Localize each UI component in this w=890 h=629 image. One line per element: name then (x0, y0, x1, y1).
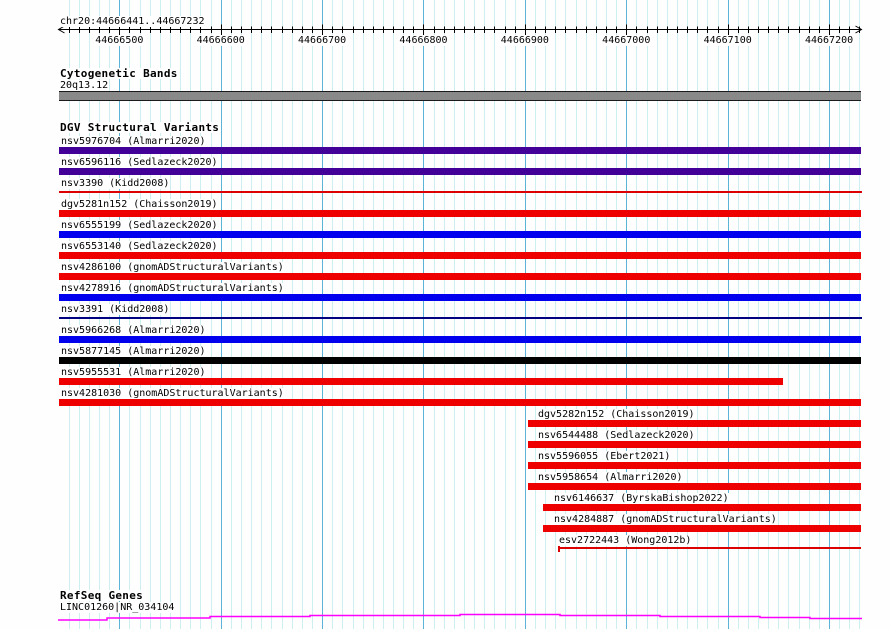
variant-label[interactable]: nsv4284887 (gnomADStructuralVariants) (554, 514, 777, 525)
ruler-tick-label: 44666900 (500, 35, 549, 46)
variant-label[interactable]: nsv5596055 (Ebert2021) (538, 451, 671, 462)
variant-label[interactable]: nsv5877145 (Almarri2020) (61, 346, 206, 357)
cytoband-name-label: 20q13.12 (60, 80, 109, 91)
variant-bar[interactable] (59, 252, 861, 259)
variant-label[interactable]: esv2722443 (Wong2012b) (559, 535, 692, 546)
coordinate-ruler[interactable] (0, 0, 890, 55)
cytobands-track-heading: Cytogenetic Bands (60, 67, 178, 80)
variant-bar[interactable] (59, 399, 861, 406)
variant-bar[interactable] (59, 357, 861, 364)
refseq-track-heading: RefSeq Genes (60, 589, 144, 602)
variant-label[interactable]: nsv6555199 (Sedlazeck2020) (61, 220, 218, 231)
variant-bar[interactable] (59, 168, 861, 175)
variant-bar[interactable] (59, 191, 862, 193)
variant-label[interactable]: nsv5955531 (Almarri2020) (61, 367, 206, 378)
variant-label[interactable]: dgv5281n152 (Chaisson2019) (61, 199, 218, 210)
variant-label[interactable]: nsv6596116 (Sedlazeck2020) (61, 157, 218, 168)
variant-bar[interactable] (59, 210, 861, 217)
variant-bar[interactable] (59, 273, 861, 280)
ruler-tick-label: 44666500 (95, 35, 144, 46)
variant-bar[interactable] (528, 462, 861, 469)
variant-bar[interactable] (528, 420, 861, 427)
variant-label[interactable]: nsv5976704 (Almarri2020) (61, 136, 206, 147)
ruler-tick-label: 44666800 (399, 35, 448, 46)
variant-bar[interactable] (59, 378, 783, 385)
refseq-gene-name: LINC01260|NR_034104 (60, 602, 175, 613)
variant-label[interactable]: nsv4278916 (gnomADStructuralVariants) (61, 283, 284, 294)
ruler-tick-label: 44666600 (196, 35, 245, 46)
variant-label[interactable]: nsv6146637 (ByrskaBishop2022) (554, 493, 729, 504)
dgv-track-heading: DGV Structural Variants (60, 121, 220, 134)
variant-bar[interactable] (528, 483, 861, 490)
ruler-tick-label: 44667100 (703, 35, 752, 46)
variant-bar[interactable] (59, 147, 861, 154)
variant-label[interactable]: nsv3390 (Kidd2008) (61, 178, 170, 189)
variant-bar[interactable] (543, 525, 861, 532)
location-header: chr20:44666441..44667232 (60, 16, 205, 27)
variant-bar[interactable] (59, 231, 861, 238)
variant-label[interactable]: nsv5958654 (Almarri2020) (538, 472, 683, 483)
ruler-tick-label: 44667200 (804, 35, 854, 46)
variant-bar[interactable] (558, 547, 861, 549)
cytoband-bar[interactable] (59, 91, 861, 101)
variant-bar[interactable] (543, 504, 861, 511)
variant-label[interactable]: nsv4281030 (gnomADStructuralVariants) (61, 388, 284, 399)
variant-label[interactable]: nsv6544488 (Sedlazeck2020) (538, 430, 695, 441)
variant-bar[interactable] (59, 336, 861, 343)
variant-label[interactable]: nsv5966268 (Almarri2020) (61, 325, 206, 336)
variant-label[interactable]: nsv6553140 (Sedlazeck2020) (61, 241, 218, 252)
variant-bar[interactable] (59, 294, 861, 301)
variant-label[interactable]: nsv4286100 (gnomADStructuralVariants) (61, 262, 284, 273)
variant-label[interactable]: dgv5282n152 (Chaisson2019) (538, 409, 695, 420)
ruler-tick-label: 44666700 (298, 35, 347, 46)
variant-bar[interactable] (59, 317, 862, 319)
variant-label[interactable]: nsv3391 (Kidd2008) (61, 304, 170, 315)
variant-bar[interactable] (528, 441, 861, 448)
ruler-tick-label: 44667000 (602, 35, 651, 46)
